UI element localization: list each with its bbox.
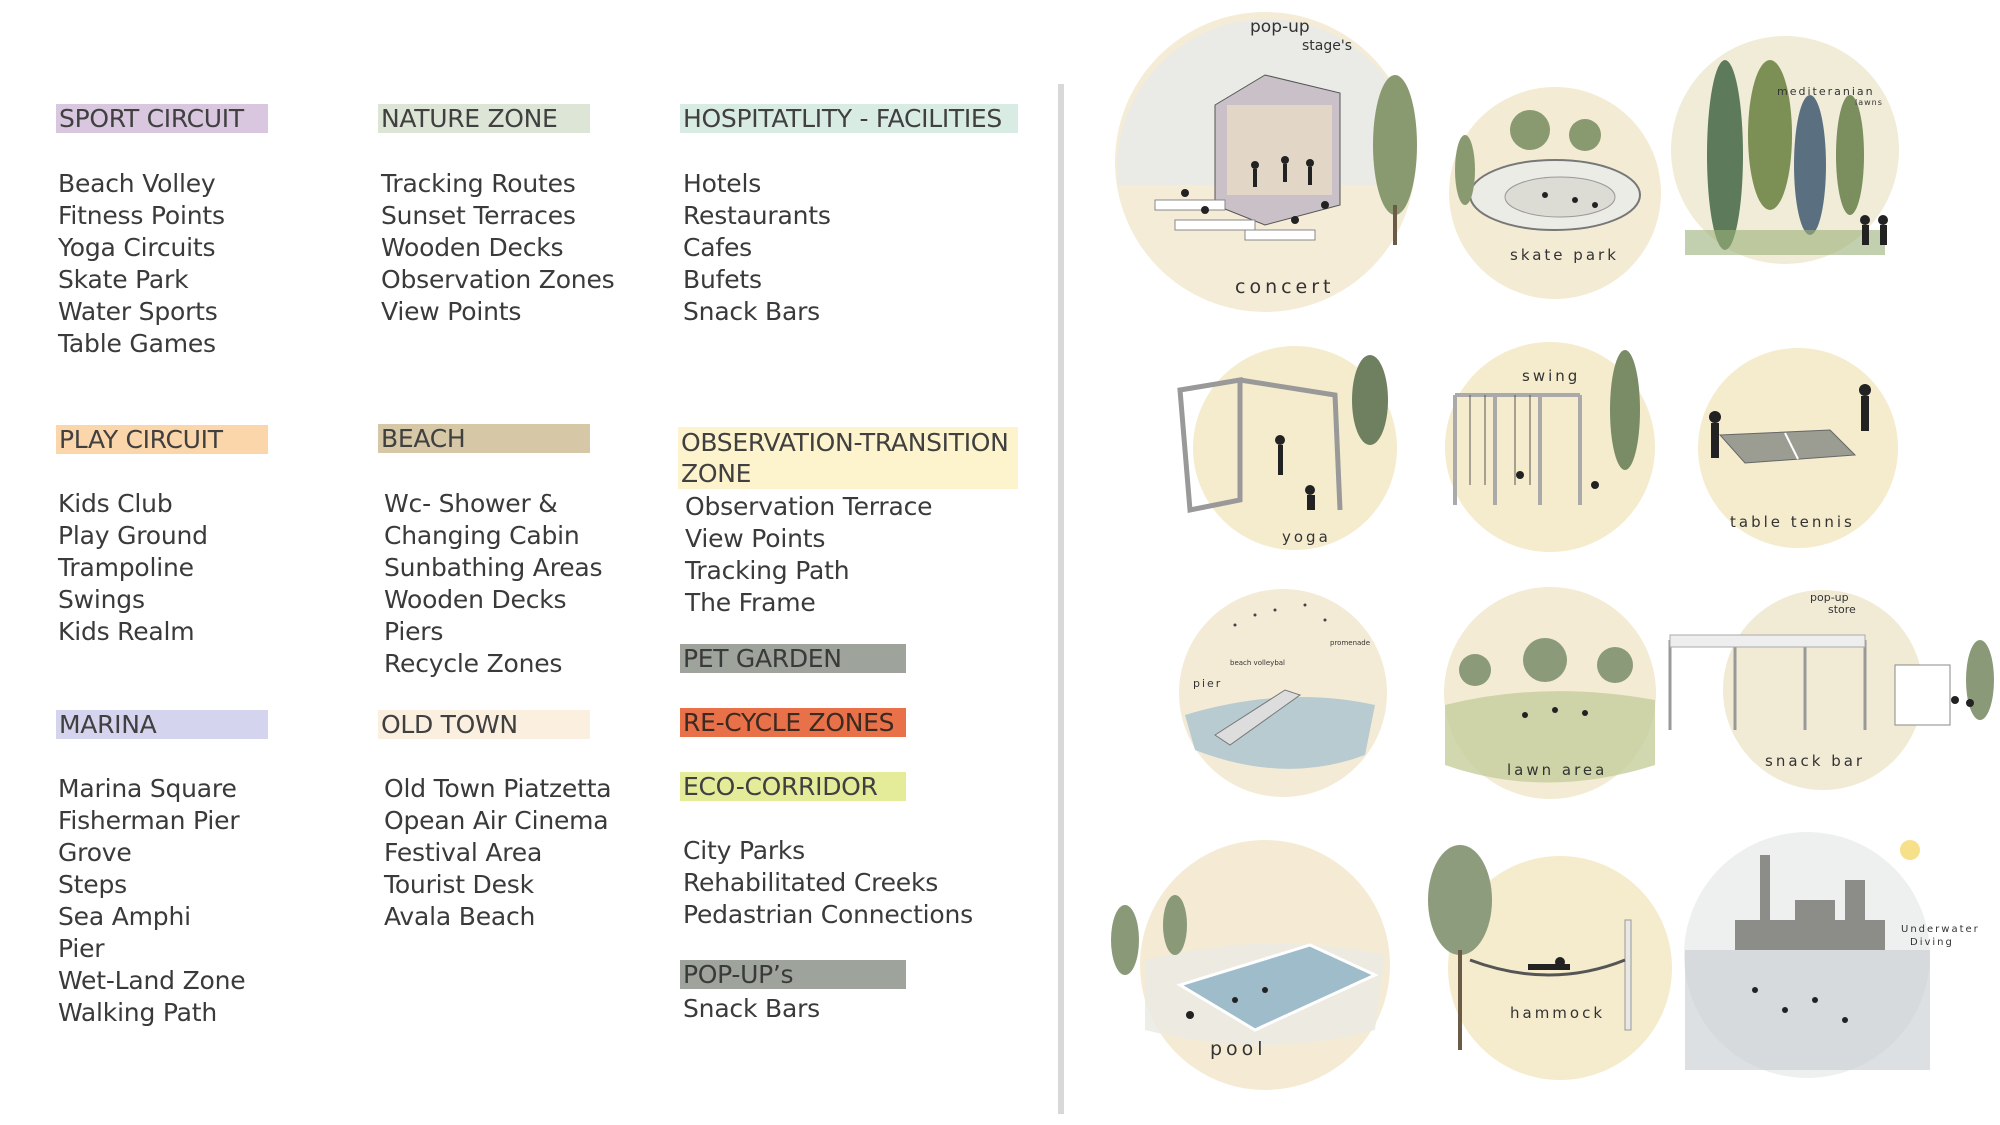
vignette-label: pool [1210, 1038, 1267, 1060]
list-item: Wooden Decks [381, 233, 564, 262]
observation-transition-header: OBSERVATION-TRANSITION ZONE [678, 427, 1018, 489]
vignette-swing [1440, 325, 1670, 555]
list-item: Table Games [58, 329, 216, 358]
vignette-sublabel: store [1828, 603, 1856, 616]
play-circuit-header: PLAY CIRCUIT [56, 425, 268, 454]
list-item: Tracking Path [685, 556, 850, 585]
list-item: Pier [58, 934, 105, 963]
eco-corridor-list [683, 835, 973, 931]
vignette-sublabel: promenade [1330, 639, 1371, 647]
list-item: Skate Park [58, 265, 189, 294]
list-item: Fisherman Pier [58, 806, 240, 835]
list-item: Festival Area [384, 838, 543, 867]
vignette-pier [1175, 585, 1390, 800]
nature-zone-header: NATURE ZONE [378, 104, 590, 133]
list-item: Sunbathing Areas [384, 553, 603, 582]
list-item: Snack Bars [683, 297, 820, 326]
list-item: Wet-Land Zone [58, 966, 246, 995]
vignette-label: concert [1235, 276, 1335, 298]
list-item: Kids Realm [58, 617, 195, 646]
nature-zone-list [381, 168, 614, 328]
beach-header: BEACH [378, 424, 590, 453]
vignette-label: yoga [1282, 528, 1331, 546]
pet-garden-header: PET GARDEN [680, 644, 906, 673]
list-item: Sea Amphi [58, 902, 191, 931]
list-item: Snack Bars [683, 994, 820, 1023]
vignette-sublabel: beach volleybal [1230, 659, 1285, 667]
observation-transition-list [685, 491, 932, 619]
list-item: Changing Cabin [384, 521, 580, 550]
list-item: Avala Beach [384, 902, 536, 931]
hospitality-list [683, 168, 831, 328]
list-item: Wc- Shower & [384, 489, 558, 518]
vignette-label: mediteranian [1777, 85, 1875, 98]
vignette-label: Underwater [1901, 924, 1980, 935]
list-item: Play Ground [58, 521, 208, 550]
list-item: Tourist Desk [384, 870, 534, 899]
list-item: Opean Air Cinema [384, 806, 609, 835]
list-item: Sunset Terraces [381, 201, 576, 230]
list-item: Cafes [683, 233, 752, 262]
vignette-pool [1085, 830, 1410, 1095]
list-item: Beach Volley [58, 169, 216, 198]
vignette-concert [1095, 5, 1435, 315]
list-item: The Frame [685, 588, 816, 617]
eco-corridor-header: ECO-CORRIDOR [680, 772, 906, 801]
list-item: Tracking Routes [381, 169, 576, 198]
list-item: Water Sports [58, 297, 218, 326]
vignette-label: hammock [1510, 1004, 1606, 1022]
list-item: Pedastrian Connections [683, 900, 973, 929]
list-item: Observation Terrace [685, 492, 933, 521]
list-item: Marina Square [58, 774, 237, 803]
vignette-label: snack bar [1765, 752, 1866, 770]
vignette-label: swing [1522, 367, 1581, 385]
list-item: Walking Path [58, 998, 217, 1027]
list-item: Old Town Piatzetta [384, 774, 612, 803]
vignette-sublabel: stage's [1302, 38, 1353, 54]
beach-list [384, 488, 602, 680]
marina-header: MARINA [56, 710, 268, 739]
column-divider [1058, 84, 1064, 1114]
list-item: Swings [58, 585, 145, 614]
vignette-sublabel: pop-up [1810, 591, 1849, 604]
vignette-mediteranian-lawns [1665, 15, 1965, 305]
list-item: Piers [384, 617, 444, 646]
vignette-sublabel: lawns [1855, 98, 1883, 107]
vignette-hammock [1410, 840, 1670, 1100]
marina-list [58, 773, 245, 1029]
vignette-label: skate park [1510, 246, 1619, 264]
list-item: Wooden Decks [384, 585, 567, 614]
list-item: City Parks [683, 836, 805, 865]
vignette-sublabel: Diving [1910, 937, 1954, 948]
vignette-skate-park [1435, 75, 1665, 305]
sport-circuit-header: SPORT CIRCUIT [56, 104, 268, 133]
old-town-list [384, 773, 611, 933]
vignette-sublabel: pop-up [1250, 17, 1310, 37]
recycle-zones-header: RE-CYCLE ZONES [680, 708, 906, 737]
list-item: Restaurants [683, 201, 831, 230]
old-town-header: OLD TOWN [378, 710, 590, 739]
list-item: View Points [685, 524, 826, 553]
list-item: Rehabilitated Creeks [683, 868, 939, 897]
list-item: Steps [58, 870, 127, 899]
sport-circuit-list [58, 168, 225, 360]
list-item: Kids Club [58, 489, 173, 518]
list-item: Bufets [683, 265, 762, 294]
popups-header: POP-UP’s [680, 960, 906, 989]
list-item: Trampoline [58, 553, 194, 582]
list-item: View Points [381, 297, 522, 326]
popups-list [683, 993, 820, 1025]
list-item: Observation Zones [381, 265, 615, 294]
vignette-table-tennis [1690, 345, 1910, 555]
list-item: Yoga Circuits [58, 233, 216, 262]
vignette-label: lawn area [1507, 761, 1608, 779]
list-item: Fitness Points [58, 201, 225, 230]
list-item: Recycle Zones [384, 649, 563, 678]
vignette-yoga [1170, 340, 1410, 555]
vignette-underwater-diving [1675, 810, 1980, 1100]
vignette-lawn-area [1435, 585, 1665, 800]
list-item: Grove [58, 838, 132, 867]
play-circuit-list [58, 488, 208, 648]
hospitality-header: HOSPITATLITY - FACILITIES [680, 104, 1018, 133]
list-item: Hotels [683, 169, 762, 198]
vignette-snack-bar [1665, 585, 1995, 800]
vignette-label: table tennis [1730, 513, 1855, 531]
vignette-label: pier [1193, 677, 1223, 690]
